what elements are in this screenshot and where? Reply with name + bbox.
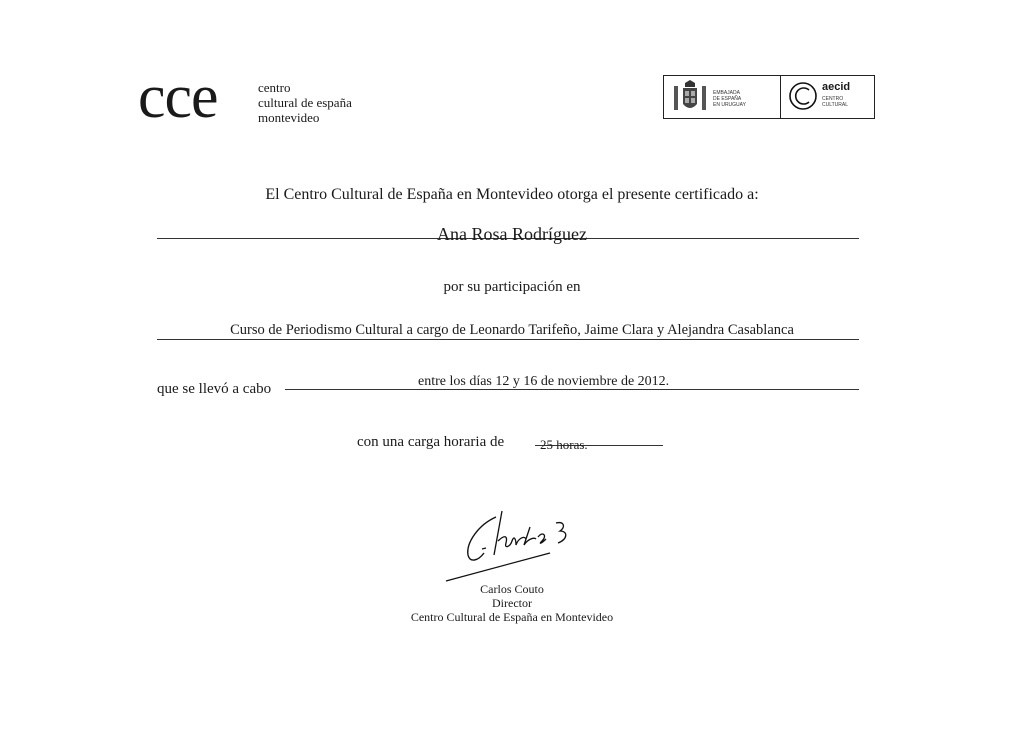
embajada-line-3: EN URUGUAY <box>713 102 746 108</box>
logo-line-2: cultural de españa <box>258 95 352 110</box>
embajada-line-1: EMBAJADA <box>713 90 740 96</box>
handwritten-signature <box>438 505 598 585</box>
hours-label: con una carga horaria de <box>357 434 505 450</box>
aecid-name: aecid <box>822 81 851 93</box>
course-dates: entre los días 12 y 16 de noviembre de 2012. <box>418 374 670 389</box>
signer-role: Director <box>492 596 532 610</box>
embajada-line-2: DE ESPAÑA <box>713 96 742 102</box>
signer-organization: Centro Cultural de España en Montevideo <box>410 610 614 624</box>
partner-divider <box>780 75 781 119</box>
course-title: Curso de Periodismo Cultural a cargo de Leonardo Tarifeño, Jaime Clara y Alejandra Casablanca <box>230 322 794 338</box>
aecid-sub-line-2: CULTURAL <box>822 102 849 108</box>
recipient-name: Ana Rosa Rodríguez <box>437 224 587 244</box>
logo-line-3: montevideo <box>258 110 320 125</box>
embajada-label <box>713 90 746 108</box>
logo-wordmark <box>258 80 352 125</box>
signer-name: Carlos Couto <box>480 582 544 596</box>
cce-logo: cce <box>138 63 218 131</box>
aecid-subtitle <box>822 96 848 108</box>
course-underline <box>157 339 859 340</box>
aecid-c-icon <box>788 80 818 112</box>
participation-text: por su participación en <box>443 279 581 295</box>
course-hours: 25 horas. <box>540 437 588 452</box>
held-label: que se llevó a cabo <box>157 381 272 397</box>
aecid-sub-line-1: CENTRO <box>822 96 844 102</box>
certificate-intro: El Centro Cultural de España en Montevideo otorga el presente certificado a: <box>265 186 759 203</box>
spain-coat-of-arms-icon <box>672 80 708 114</box>
logo-line-1: centro <box>258 80 291 95</box>
